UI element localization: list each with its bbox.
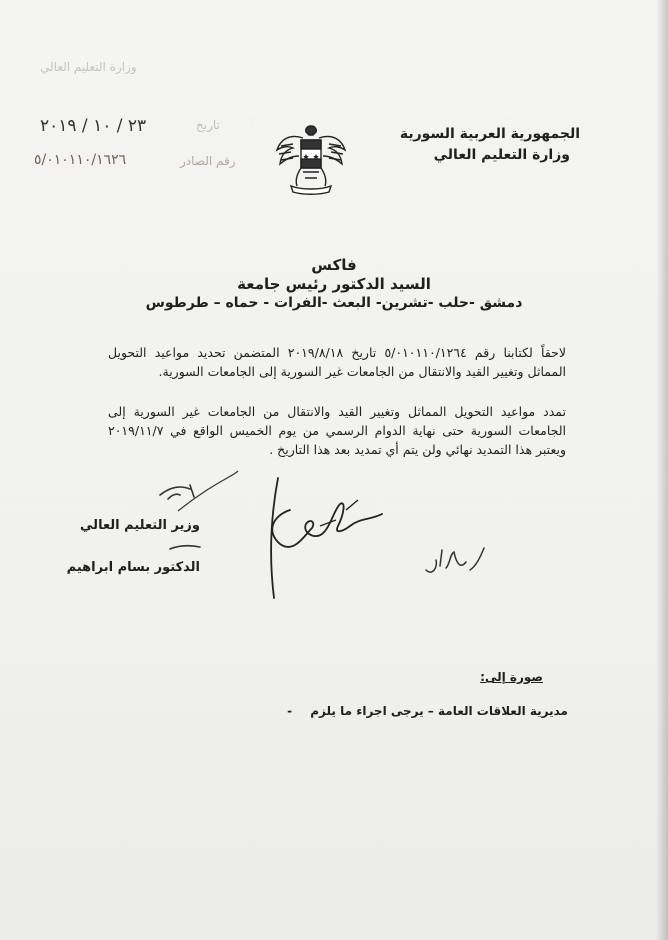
copy-to-item (287, 704, 568, 718)
fax-title: فاكس (311, 256, 357, 274)
eagle-emblem-icon (273, 116, 349, 196)
handwritten-mark (150, 465, 240, 565)
republic-name: الجمهورية العربية السورية (399, 126, 580, 142)
addressee: السيد الدكتور رئيس جامعة (237, 275, 431, 293)
minister-signature (260, 470, 390, 600)
copy-to-text: مديرية العلاقات العامة – يرجى اجراء ما يلزم (310, 704, 568, 718)
handwritten-initials (420, 540, 490, 580)
letterhead (400, 124, 580, 166)
minister-title: وزير التعليم العالي (80, 518, 200, 533)
handwritten-reference: ٥/٠١٠١١٠/١٦٢٦ (34, 152, 127, 168)
reference-label: رقم الصادر (180, 154, 236, 168)
handwritten-date: ٢٣ / ١٠ / ٢٠١٩ (40, 116, 147, 136)
ministry-name: وزارة التعليم العالي (433, 147, 570, 163)
copy-bullet: - (287, 704, 293, 718)
copy-to-label: صورة إلى: (480, 670, 543, 684)
university-list: دمشق -حلب -تشرين- البعث -الفرات - حماه – طرطوس (145, 295, 523, 311)
body-paragraph-1: لاحقاً لكتابنا رقم ٥/٠١٠١١٠/١٢٦٤ تاريخ ٢٠١٩/٨/١٨ المتضمن تحديد مواعيد التحويل المماثل وتغيير القيد والانتقال من الجامعات غير السورية إلى الجامعات السورية. (108, 345, 566, 379)
body-paragraph-2: تمدد مواعيد التحويل المماثل وتغيير القيد والانتقال من الجامعات غير السورية إلى الجامعات السورية حتى نهاية الدوام الرسمي من يوم الخميس الواقع في ٢٠١٩/١١/٧ ويعتبر هذا التمديد نهائي ولن يتم أي تمديد بعد هذا التاريخ . (108, 404, 566, 457)
page-edge-shadow (656, 0, 668, 940)
date-label: تاريخ (196, 118, 220, 132)
minister-name: الدكتور بسام ابراهيم (66, 560, 200, 575)
faded-stamp: وزارة التعليم العالي (40, 60, 137, 74)
